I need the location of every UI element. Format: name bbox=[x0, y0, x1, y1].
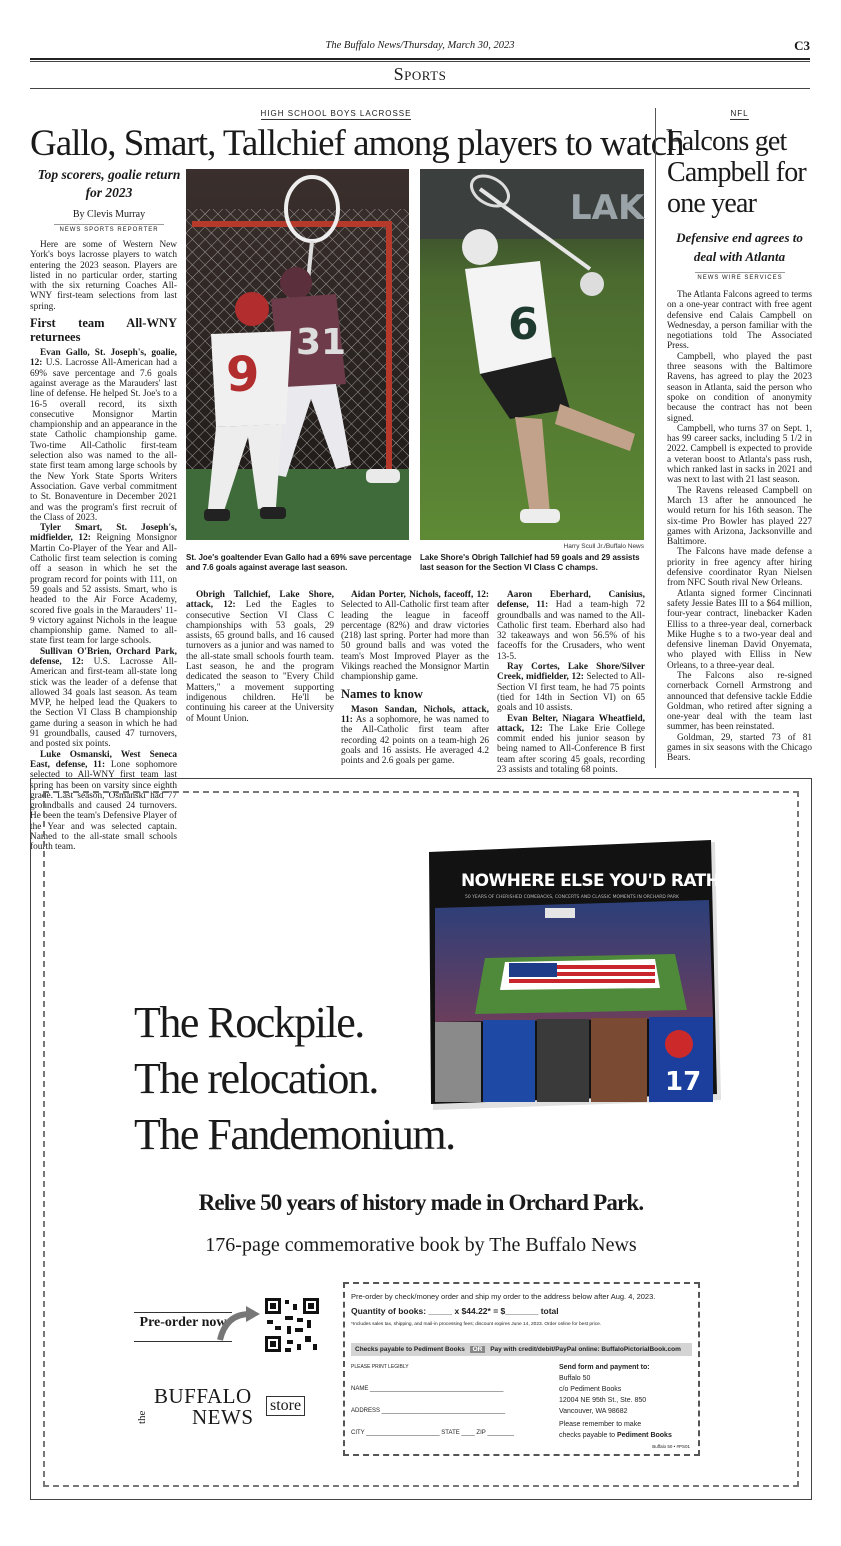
paragraph-belter bbox=[497, 714, 645, 776]
side-paragraph-3: Campbell, who turns 37 on Sept. 1, has 99 career sacks, including 5 1/2 in 2022. Campbell is expected to provide a veteran boost to Atlanta's pass rush, which ranked last in sacks in 2021 and was next to last with 21 last season. bbox=[667, 423, 812, 486]
quantity-field[interactable]: Quantity of books: _____ x $44.22* = $_______ total bbox=[351, 1306, 559, 1316]
lead-obrien: Sullivan O'Brien, Orchard Park, defense, 12: bbox=[30, 646, 177, 667]
tagline-relocation: The relocation. bbox=[134, 1054, 378, 1103]
preorder-label: Pre-order now bbox=[134, 1312, 232, 1342]
or-badge: OR bbox=[470, 1346, 486, 1353]
page-number: C3 bbox=[794, 38, 810, 53]
book-cover bbox=[425, 838, 772, 1128]
name-field[interactable]: NAME ________________________________________ bbox=[351, 1386, 504, 1392]
buffalo-news-store-logo bbox=[136, 1384, 316, 1432]
online-order-link[interactable]: Pay with credit/debit/PayPal online: BuffaloPictorialBook.com bbox=[490, 1346, 681, 1353]
text-belter: The Lake Erie College commit ended his junior season by being named to All-Conference B first team after scoring 45 goals, recording 23 assists and totaling 68 points. bbox=[497, 723, 645, 776]
mail-address-line-1: Buffalo 50 bbox=[559, 1375, 591, 1382]
intro-paragraph: Here are some of Western New York's boys lacrosse players to watch entering the 2023 season. Players are listed in no particular order, starting with the six returning Coaches All-WNY first-team selections from last spring. bbox=[30, 240, 177, 312]
ad-headline: Relive 50 years of history made in Orchard Park. bbox=[198, 1190, 644, 1215]
book-title: NOWHERE ELSE YOU'D RATHER BE bbox=[461, 871, 772, 891]
main-headline: Gallo, Smart, Tallchief among players to watch bbox=[30, 123, 684, 164]
text-tallchief: Led the Eagles to consecutive Section VI Class C championships with 53 goals, 29 assists, 65 ground balls, and 16 caused turnovers as a junior and was named to the all-state small schools fourth team. Last season, he and the program dedicated the season to "Every Child Matters," a movement supporting indigenous children. He'll be continuing his career at the University of Mount Union. bbox=[186, 600, 335, 724]
reminder-line-2-text: checks payable to bbox=[559, 1432, 616, 1439]
lead-gallo: Evan Gallo, St. Joseph's, goalie, 12: bbox=[30, 348, 177, 369]
side-kicker-text: NFL bbox=[730, 109, 749, 118]
text-gallo: U.S. Lacrosse All-American had a 69% save percentage and 7.6 goals against average as the Marauders' last line of defense. He helped St. Joe's to a 16-5 overall record, its sixth consecutive Monsignor Martin championship and an appearance in the state Catholic championship game. Two-time All-Catholic first-team selection also was named to the all-state first team among large schools by the New York State Sports Writers Association. Gave verbal commitment to St. Bonaventure in December 2021 and was the program's first recruit of the Class of 2023. bbox=[30, 358, 177, 523]
section-rule bbox=[30, 88, 810, 89]
caption-left: St. Joe's goaltender Evan Gallo had a 69% save percentage and 7.6 goals against average last season. bbox=[186, 553, 412, 572]
lead-tallchief: Obrigh Tallchief, Lake Shore, attack, 12: bbox=[186, 590, 334, 611]
tagline-rockpile: The Rockpile. bbox=[134, 998, 364, 1047]
logo-store: store bbox=[266, 1396, 305, 1416]
form-fineprint: *Includes sales tax, shipping, and mail-in processing fees; discount expires June 14, 2023. Order online for best price. bbox=[351, 1322, 602, 1327]
checks-payable-text: Checks payable to Pediment Books bbox=[355, 1346, 465, 1353]
side-paragraph-7: The Falcons also re-signed cornerback Cornell Armstrong and announced that defensive tackle Eddie Goldman, who retired after signing a one-year deal with the team last summer, has been reinstated. bbox=[667, 670, 812, 733]
main-column-1 bbox=[30, 240, 178, 853]
text-cortes: Selected to All-Section VI first team, he had 75 points (tied for 14th in Section VI) on 65 goals and 10 assists. bbox=[497, 672, 645, 714]
reminder-line-1: Please remember to make bbox=[559, 1421, 642, 1428]
qr-code-icon[interactable] bbox=[263, 1296, 321, 1354]
header-rule-second bbox=[30, 61, 810, 62]
paragraph-obrien bbox=[30, 647, 177, 750]
main-byline-role: NEWS SPORTS REPORTER bbox=[54, 224, 164, 233]
main-deck: Top scorers, goalie return for 2023 bbox=[37, 167, 181, 200]
tallchief-number: 6 bbox=[508, 299, 539, 350]
paragraph-sandan bbox=[341, 705, 489, 767]
text-smart: Reigning Monsignor Martin Co-Player of the Year and All-Catholic first team selection is coming off a season in which he set the program record for points with 111, on 59 goals and 52 assists. Smart, who is headed to the Air Force Academy, scored five goals in the Marauders' 11-9 victory against Nichols in the league championship game. Named to all-state first team for large schools. bbox=[30, 533, 178, 647]
reminder-line-2-bold: Pediment Books bbox=[617, 1432, 672, 1439]
main-column-3 bbox=[341, 590, 489, 767]
main-kicker-text: HIGH SCHOOL BOYS LACROSSE bbox=[260, 109, 412, 118]
lead-porter: Aidan Porter, Nichols, faceoff, 12: bbox=[351, 590, 489, 600]
payment-options-bar bbox=[351, 1343, 692, 1356]
book-jersey-number: 17 bbox=[665, 1067, 702, 1097]
text-porter: Selected to All-Catholic first team after leading the league in faceoff percentage (82%) and draw victories (218) last spring. Porter had more than 50 ground balls and was voted the team's Most Improved Player as the Vikings reached the Monsignor Martin championship game. bbox=[341, 600, 489, 683]
folio-text: The Buffalo News/Thursday, March 30, 2023 bbox=[325, 40, 515, 51]
side-paragraph-5: The Falcons have made defense a priority in free agency after hiring defensive coordinator Ryan Nielsen from NFC South rival New Orleans. bbox=[667, 547, 812, 589]
ad-subheadline: 176-page commemorative book by The Buffalo News bbox=[205, 1234, 637, 1256]
lead-smart: Tyler Smart, St. Joseph's, midfielder, 12: bbox=[30, 523, 177, 544]
tallchief-photo-illustration bbox=[420, 169, 644, 540]
side-deck: Defensive end agrees to deal with Atlanta bbox=[676, 230, 803, 264]
city-state-zip-field[interactable]: CITY ______________________ STATE ____ ZIP ________ bbox=[351, 1430, 515, 1436]
lead-eberhard: Aaron Eberhard, Canisius, defense, 11: bbox=[497, 590, 645, 611]
lead-osmanski: Luke Osmanski, West Seneca East, defense, 11: bbox=[30, 749, 177, 770]
text-osmanski: Lone sophomore selected to All-WNY first team last spring has been on varsity since eighth grade. Last season, Osmanski had 77 groundballs and caused 24 turnovers. He been the team's Defensive Player of the Year and was selected captain. Named to the all-state small schools fourth team. bbox=[30, 759, 177, 853]
tallchief-photo bbox=[420, 169, 644, 540]
caption-right: Lake Shore's Obrigh Tallchief had 59 goals and 29 assists last season for the Section VI Class C champs. bbox=[420, 553, 640, 572]
mail-address-line-3: 12004 NE 95th St., Ste. 850 bbox=[559, 1397, 647, 1404]
logo-news: NEWS bbox=[192, 1405, 254, 1429]
folio bbox=[30, 40, 810, 56]
side-byline-role: NEWS WIRE SERVICES bbox=[695, 272, 785, 281]
goalie-photo bbox=[186, 169, 409, 540]
subhead-names-to-know: Names to know bbox=[341, 686, 423, 701]
side-paragraph-1: The Atlanta Falcons agreed to terms on a one-year contract with free agent defensive end Calais Campbell on Wednesday, a person familiar with the negotiations told The Associated Press. bbox=[667, 290, 812, 352]
section-title: Sports bbox=[393, 64, 447, 84]
side-paragraph-6: Atlanta signed former Cincinnati safety Jessie Bates III to a $64 million, four-year contract, linebacker Kaden Elliss to a three-year deal, cornerback Mike Hughe s to a two-year deal and defensive lineman David Onyemata, who played with Elliss in New Orleans, to a three-year deal. bbox=[667, 588, 812, 671]
subhead-first-team: First team All-WNY returnees bbox=[30, 316, 177, 345]
reminder-line-2 bbox=[559, 1432, 672, 1439]
paragraph-smart bbox=[30, 523, 177, 647]
paragraph-tallchief bbox=[186, 590, 334, 724]
side-headline: Falcons get Campbell for one year bbox=[667, 126, 806, 219]
side-kicker bbox=[667, 109, 812, 118]
send-to-label: Send form and payment to: bbox=[559, 1364, 650, 1371]
mail-address-line-2: c/o Pediment Books bbox=[559, 1386, 622, 1393]
text-sandan: As a sophomore, he was named to the All-Catholic first team after recording 42 points on a team-high 26 goals and 16 assists. He averaged 4.2 points and 2.6 goals per game. bbox=[341, 714, 489, 767]
side-paragraph-2: Campbell, who played the past three seasons with the Baltimore Ravens, has agreed to play the 2023 season in Atlanta, said the person who spoke on condition of anonymity because the contract has not been signed. bbox=[667, 351, 812, 424]
lead-belter: Evan Belter, Niagara Wheatfield, attack, 12: bbox=[497, 713, 645, 734]
form-code: Buffalo 50 • #PS01 bbox=[652, 1444, 690, 1449]
mail-address-line-4: Vancouver, WA 98682 bbox=[559, 1408, 628, 1415]
side-story-body bbox=[667, 290, 812, 764]
goalie-number: 31 bbox=[296, 322, 347, 363]
lead-sandan: Mason Sandan, Nichols, attack, 11: bbox=[341, 704, 489, 725]
svg-text:LAK: LAK bbox=[570, 188, 645, 228]
paragraph-gallo bbox=[30, 348, 177, 523]
logo-buffalo: BUFFALO bbox=[154, 1384, 252, 1408]
main-column-2 bbox=[186, 590, 334, 760]
column-divider bbox=[655, 108, 656, 768]
paragraph-eberhard bbox=[497, 590, 645, 662]
main-byline: By Clevis Murray bbox=[72, 209, 146, 220]
side-paragraph-8: Goldman, 29, started 73 of 81 games in six seasons with the Chicago Bears. bbox=[667, 732, 812, 764]
tagline-fandemonium: The Fandemonium. bbox=[134, 1110, 455, 1159]
address-field[interactable]: ADDRESS _____________________________________ bbox=[351, 1408, 506, 1414]
paragraph-porter bbox=[341, 590, 489, 683]
form-instructions: Pre-order by check/money order and ship my order to the address below after Aug. 4, 2023. bbox=[351, 1292, 656, 1301]
main-column-4 bbox=[497, 590, 646, 776]
header-rule-top bbox=[30, 58, 810, 60]
side-paragraph-4: The Ravens released Campbell on March 13 after he announced he would return for his 16th season. The six-time Pro Bowler has played 227 games with Arizona, Jacksonville and Baltimore. bbox=[667, 485, 812, 548]
attacker-number: 9 bbox=[226, 347, 260, 403]
paragraph-cortes bbox=[497, 662, 645, 713]
order-form bbox=[343, 1282, 700, 1456]
arrow-icon bbox=[216, 1304, 262, 1344]
print-legibly-label: PLEASE PRINT LEGIBLY bbox=[351, 1364, 409, 1370]
photo-credit: Harry Scull Jr./Buffalo News bbox=[563, 543, 644, 550]
text-eberhard: Had a team-high 72 groundballs and was named to the All-Catholic first team. Eberhard also had 32 takeaways and won 56.5% of his faceoffs for the Crusaders, who went 13-5. bbox=[497, 600, 646, 662]
logo-the: the bbox=[136, 1410, 148, 1424]
lead-cortes: Ray Cortes, Lake Shore/Silver Creek, midfielder, 12: bbox=[497, 662, 645, 683]
text-obrien: U.S. Lacrosse All-American and first-team all-state long stick was the leader of a defense that allowed 34 goals last season. As team MVP, he helped lead the Quakers to the Section VI Class B championship game during a season in which he had 91 groundballs, caused 47 turnovers, and posted six points. bbox=[30, 656, 177, 750]
main-kicker bbox=[30, 109, 642, 118]
book-subtitle: 50 YEARS OF CHERISHED COMEBACKS, CONCERTS AND CLASSIC MOMENTS IN ORCHARD PARK bbox=[465, 895, 679, 900]
goalie-photo-illustration bbox=[186, 169, 409, 540]
